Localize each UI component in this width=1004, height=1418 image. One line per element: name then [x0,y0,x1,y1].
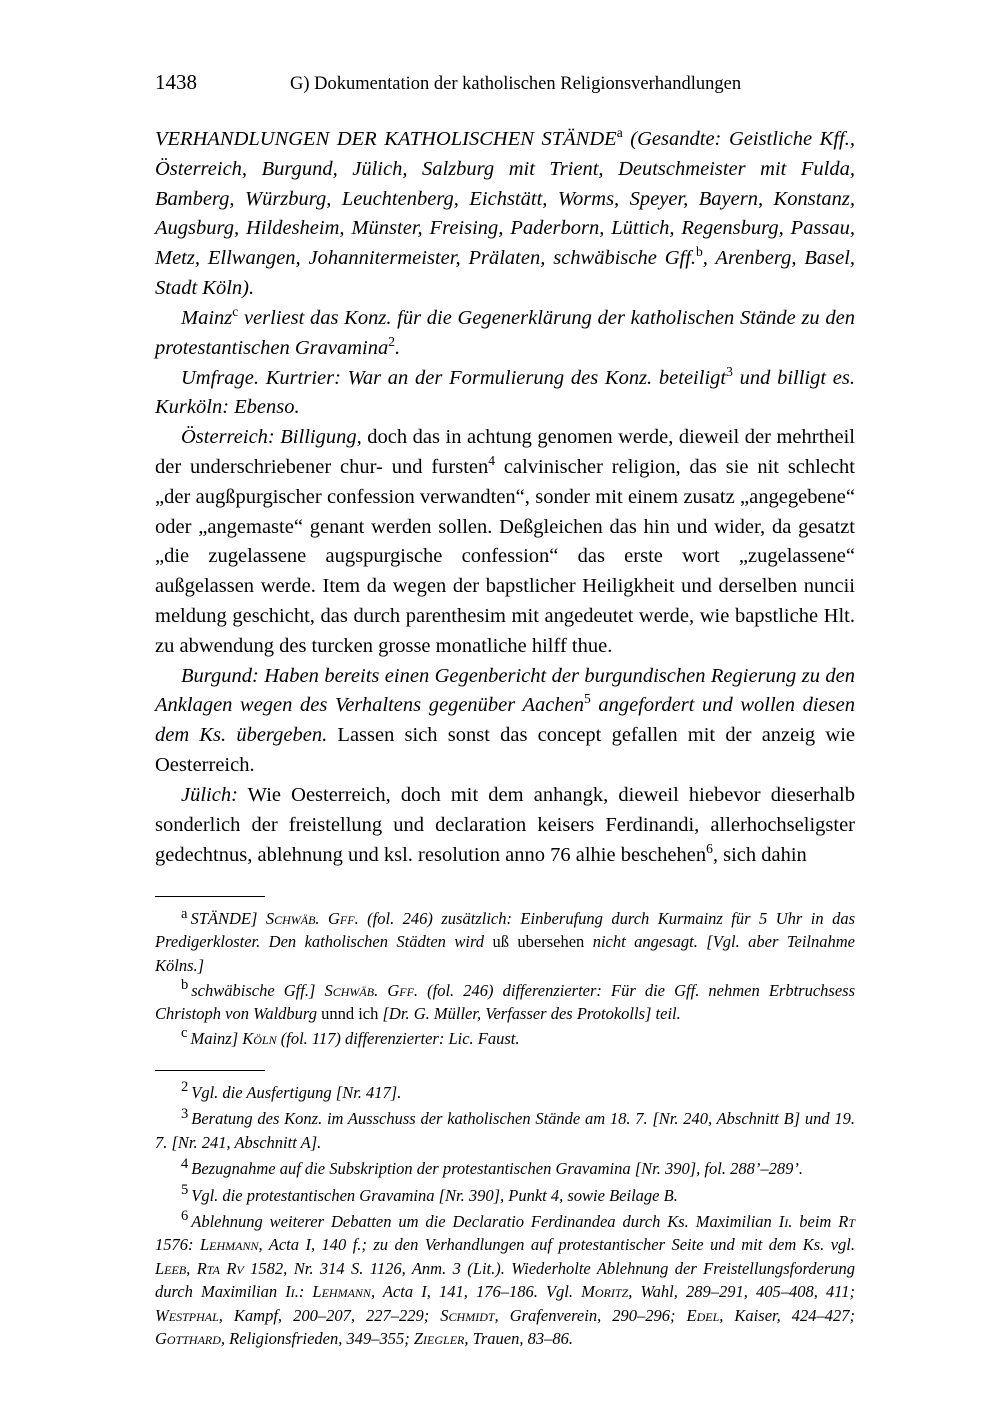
author-name: Westphal [155,1305,219,1325]
apparatus-marker-c: c [232,304,239,320]
footnote-item [155,1157,855,1180]
apparatus-note-text: unnd ich [321,1003,383,1023]
author-name: Ziegler [413,1329,465,1349]
author-name: Lehmann [199,1235,259,1255]
paragraph-juelich-a: Wie Oesterreich, doch mit dem anhangk, dieweil hiebevor dieserhalb sonderlich der freistellung und declaration keisers Ferdinandi, allerhochseligster gedechtnus, ablehnung und ksl. resolution anno 76 alhie beschehen [155,783,855,866]
apparatus-notes [155,907,855,1050]
apparatus-marker-b: b [696,244,703,260]
apparatus-note-text: schwäbische Gff.] Schwäb. Gff. (fol. 246) differenzierter: Für die Gff. nehmen Erbtruchsess Christoph von Waldburg [155,980,855,1023]
footnote-number: 2 [181,1079,189,1096]
body-text [155,125,855,870]
footnote-ref-2: 2 [388,333,396,349]
footnote-text: Vgl. die Ausfertigung [Nr. 417]. [191,1082,402,1102]
author-name: Schmidt [440,1305,495,1325]
author-name: Gff [328,909,355,929]
section-heading-delegates-2: , Arenberg, Basel, Stadt Köln). [155,247,856,300]
apparatus-note-marker: a [181,905,188,922]
author-name: Moritz [581,1282,629,1302]
section-heading-text: VERHANDLUNGEN DER KATHOLISCHEN STÄNDE [155,128,617,150]
footnote-text: Beratung des Konz. im Ausschuss der katholischen Stände am 18. 7. [Nr. 240, Abschnitt B] und 19. 7. [Nr. 241, Abschnitt A]. [155,1109,855,1152]
footnote-item [155,1184,855,1207]
paragraph-oesterreich [155,423,855,662]
running-head [155,70,855,95]
paragraph-umfrage-a: Umfrage. Kurtrier: War an der Formulierung des Konz. beteiligt [181,366,727,389]
author-name: Rt [838,1211,855,1231]
footnote-number: 4 [181,1155,189,1172]
running-head-title: G) Dokumentation der katholischen Religionsverhandlungen [290,74,742,94]
footnote-ref-3: 3 [726,363,733,379]
footnote-number: 5 [181,1182,189,1199]
apparatus-note-marker: c [181,1025,188,1042]
paragraph-mainz-body: verliest das Konz. für die Gegenerklärung der katholischen Stände zu den protestantischen Gravamina [155,306,855,359]
apparatus-note [155,907,855,976]
paragraph-mainz [155,304,855,364]
footnote-number: 6 [181,1208,189,1225]
paragraph-mainz-lead: Mainz [181,306,233,329]
footnotes [155,1081,855,1351]
paragraph-juelich-b: , sich dahin [712,843,807,866]
apparatus-note-text: [Dr. G. Müller, Verfasser des Protokolls] teil. [382,1003,681,1023]
apparatus-divider [155,896,265,897]
author-name: Ii [778,1211,789,1231]
footnote-ref-6: 6 [706,840,713,856]
author-name: Leeb [155,1258,187,1278]
author-name: Ii [285,1282,295,1302]
apparatus-note-text: Mainz] Köln (fol. 117) differenzierter: Lic. Faust. [190,1028,520,1048]
footnote-number: 3 [181,1105,189,1122]
author-name: Lehmann [312,1282,371,1302]
paragraph-umfrage [155,364,855,424]
apparatus-note-text: nicht angesagt. [Vgl. aber Teilnahme Kölns.] [155,932,856,975]
paragraph-burgund-b: angefordert und wollen diesen dem Ks. übergeben. [155,694,855,747]
page-content [155,70,855,1354]
footnote-ref-5: 5 [583,691,591,707]
paragraph-oesterreich-a: doch das in achtung genomen werde, dieweil der mehrtheil der underschriebener chur- und fursten [155,426,856,478]
paragraph-burgund-a: Burgund: Haben bereits einen Gegenbericht der burgundischen Regierung zu den Anklagen wegen des Verhaltens gegenüber Aachen [155,664,855,717]
apparatus-note [155,979,855,1025]
section-heading-delegates-1: (Gesandte: Geistliche Kff., Österreich, Burgund, Jülich, Salzburg mit Trient, Deutschmeister mit Fulda, Bamberg, Würzburg, Leuchtenberg, Eichstätt, Worms, Speyer, Bayern, Konstanz, Augsburg, Hildesheim, Münster, Freising, Paderborn, Lüttich, Regensburg, Passau, Metz, Ellwangen, Johannitermeister, Prälaten, schwäbische Gff. [155,128,855,270]
paragraph-juelich [155,781,855,870]
apparatus-note-marker: b [181,977,189,994]
paragraph-oesterreich-lead: Österreich: Billigung, [181,426,362,449]
page-number: 1438 [155,70,197,94]
footnote-item [155,1210,855,1351]
author-name: Rv [226,1258,244,1278]
author-name: Schwäb [324,980,375,1000]
footnote-text: Vgl. die protestantischen Gravamina [Nr. 390], Punkt 4, sowie Beilage B. [191,1185,678,1205]
author-name: Köln [242,1028,277,1048]
paragraph-juelich-lead: Jülich: [181,783,238,806]
footnote-text: Bezugnahme auf die Subskription der protestantischen Gravamina [Nr. 390], fol. 288’–289’. [191,1159,803,1179]
paragraph-mainz-end: . [395,336,401,359]
author-name: Rta [196,1258,220,1278]
footnote-item [155,1107,855,1154]
paragraph-umfrage-b: und billigt es. Kurköln: Ebenso. [155,366,855,419]
author-name: Gff [387,980,414,1000]
apparatus-note-text: uß ubersehen [492,932,593,952]
author-name: Gotthard [155,1329,221,1349]
author-name: Schwäb [265,909,316,929]
section-heading [155,125,855,304]
footnote-text: Ablehnung weiterer Debatten um die Declaratio Ferdinandea durch Ks. Maximilian Ii. beim Rt 1576: Lehmann, Acta I, 140 f.; zu den Verhandlungen auf protestantischer Seite und mit dem Ks. vgl. Leeb, Rta Rv 1582, Nr. 314 S. 1126, Anm. 3 (Lit.). Wiederholte Ablehnung der Freistellungsforderung durch Maximilian Ii.: Lehmann, Acta I, 141, 176–186. Vgl. Moritz, Wahl, 289–291, 405–408, 411; Westphal, Kampf, 200–207, 227–229; Schmidt, Grafenverein, 290–296; Edel, Kaiser, 424–427; Gotthard, Religionsfrieden, 349–355; Ziegler, Trauen, 83–86. [155,1211,856,1349]
paragraph-burgund-rest: Lassen sich sonst das concept gefallen mit der anzeig wie Oesterreich. [155,724,855,777]
footnote-divider [155,1070,265,1071]
apparatus-note-text: STÄNDE] Schwäb. Gff. (fol. 246) zusätzlich: Einberufung durch Kurmainz für 5 Uhr in das Predigerkloster. Den katholischen Städten wird [155,909,855,952]
apparatus-marker-a: a [616,125,623,141]
apparatus-note [155,1027,855,1050]
author-name: Edel [686,1305,720,1325]
footnote-ref-4: 4 [488,453,496,469]
paragraph-oesterreich-b: calvinischer religion, das sie nit schlecht „der augßpurgischer confession verwandten“, sonder mit einem zusatz „angegebene“ oder „angemaste“ genant werden sollen. Deßgleichen das hin und wider, da gesatzt „die zugelassene augspurgische confession“ das erste wort „zugelassene“ außgelassen werde. Item da wegen der bapstlicher Heiligkheit und derselben nuncii meldung geschicht, das durch parenthesim mit angedeutet werde, wie bapstliche Hlt. zu abwendung des turcken grosse monatliche hilff thue. [155,455,855,657]
footnote-item [155,1081,855,1104]
paragraph-burgund [155,662,855,781]
